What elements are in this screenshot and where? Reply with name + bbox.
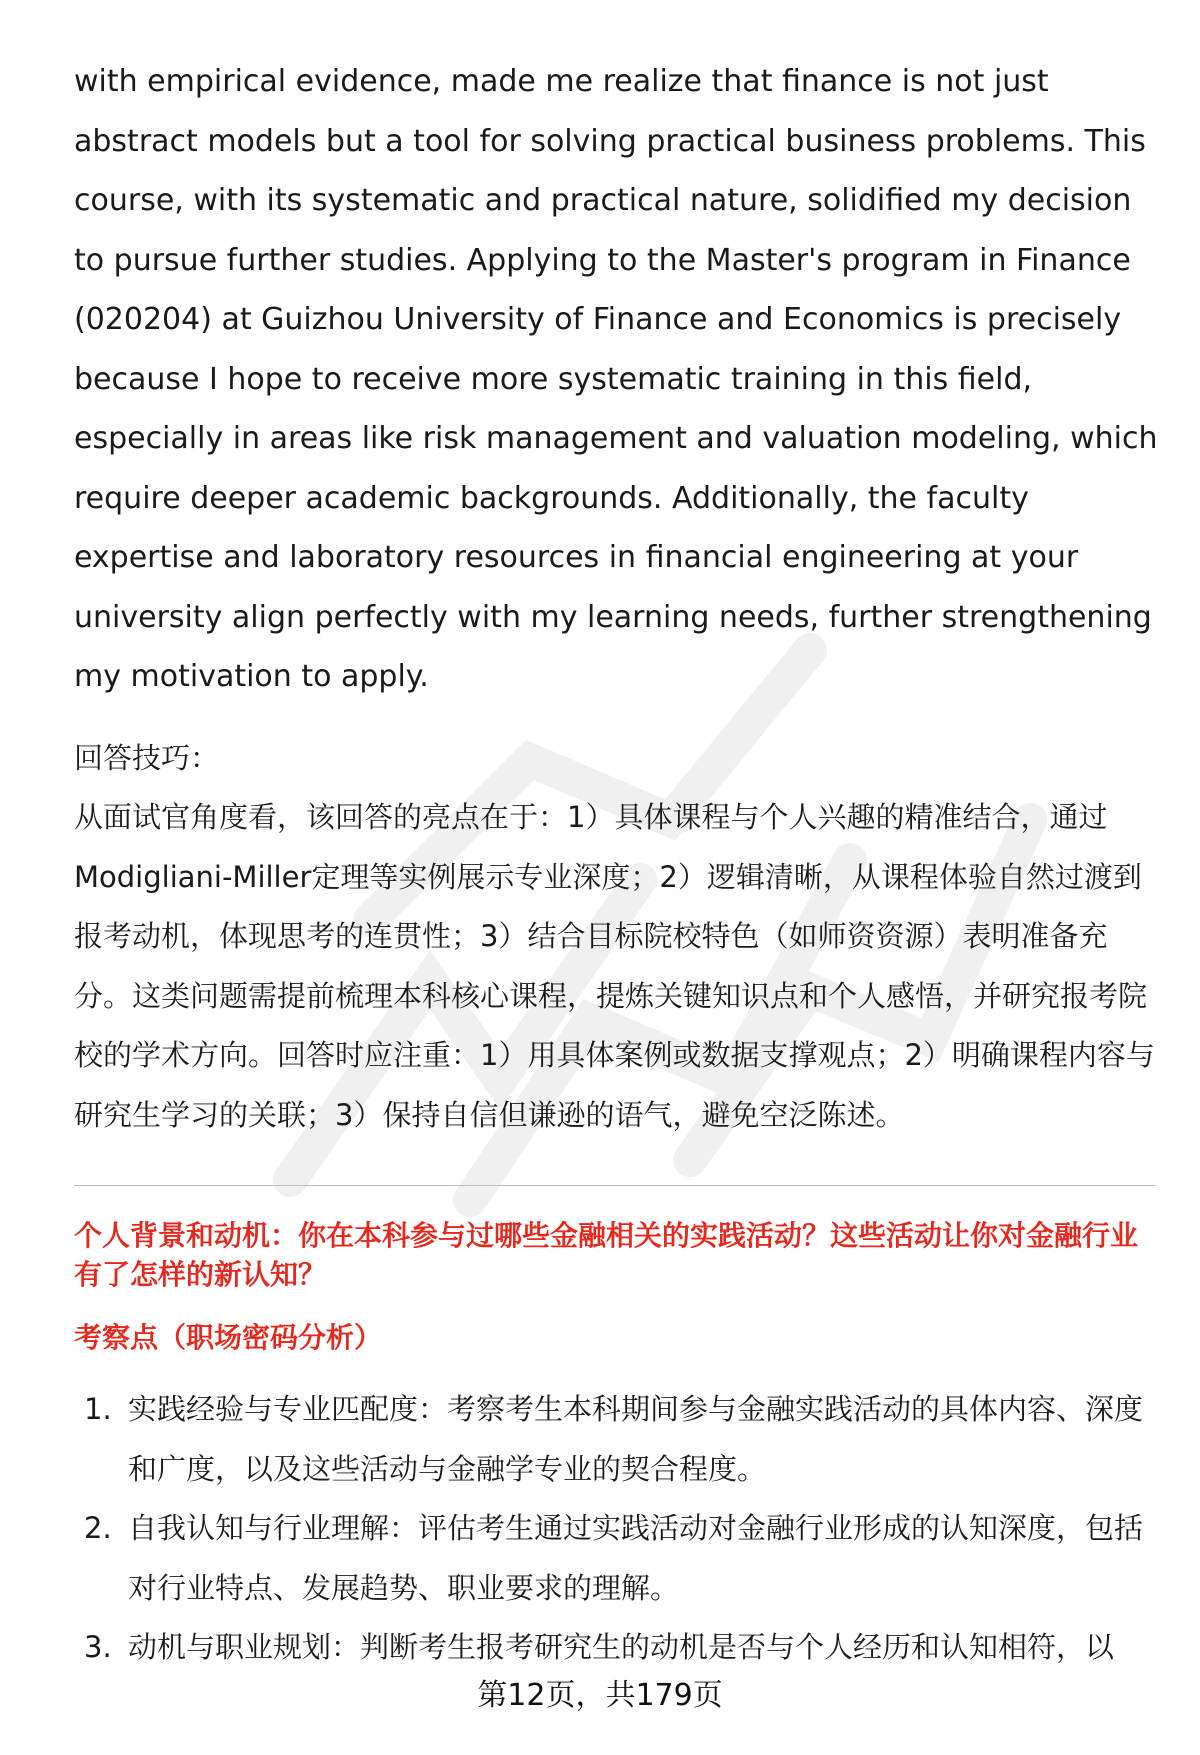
list-item: [74, 1618, 1160, 1678]
points-list: [74, 1380, 1154, 1678]
list-item: [74, 1499, 1160, 1618]
tips-body: 从面试官角度看，该回答的亮点在于：1）具体课程与个人兴趣的精准结合，通过Modigliani-Miller定理等实例展示专业深度；2）逻辑清晰，从课程体验自然过渡到报考动机，体现思考的连贯性；3）结合目标院校特色（如师资资源）表明准备充分。这类问题需提前梳理本科核心课程，提炼关键知识点和个人感悟，并研究报考院校的学术方向。回答时应注重：1）用具体案例或数据支撑观点；2）明确课程内容与研究生学习的关联；3）保持自信但谦逊的语气，避免空泛陈述。: [74, 800, 1155, 1132]
list-item-text: 实践经验与专业匹配度：考察考生本科期间参与金融实践活动的具体内容、深度和广度，以及这些活动与金融学专业的契合程度。: [128, 1392, 1144, 1486]
list-item-text: 自我认知与行业理解：评估考生通过实践活动对金融行业形成的认知深度，包括对行业特点、发展趋势、职业要求的理解。: [128, 1511, 1144, 1605]
question-heading: 个人背景和动机：你在本科参与过哪些金融相关的实践活动？这些活动让你对金融行业有了怎样的新认知？: [74, 1219, 1139, 1291]
answer-paragraph: with empirical evidence, made me realize that finance is not just abstract models but a tool for solving practical business problems. This course, with its systematic and practical nature, solidified my decision to pursue further studies. Applying to the Master's program in Finance (020204) at Guizhou University of Finance and Economics is precisely because I hope to receive more systematic training in this field, especially in areas like risk management and valuation modeling, which require deeper academic backgrounds. Additionally, the faculty expertise and laboratory resources in financial engineering at your university align perfectly with my learning needs, further strengthening my motivation to apply.: [74, 64, 1158, 694]
page-content: [74, 52, 1158, 1678]
list-item-number: 1.: [84, 1392, 112, 1426]
tips-title: 回答技巧：: [74, 740, 220, 775]
list-item-text: 动机与职业规划：判断考生报考研究生的动机是否与个人经历和认知相符，以: [128, 1630, 1115, 1664]
list-item-number: 2.: [84, 1511, 112, 1545]
list-item: [74, 1380, 1160, 1499]
section-divider: [74, 1185, 1156, 1186]
page-footer: 第12页，共179页: [477, 1678, 723, 1713]
list-item-number: 3.: [84, 1630, 112, 1664]
section-title: 考察点（职场密码分析）: [74, 1321, 383, 1354]
